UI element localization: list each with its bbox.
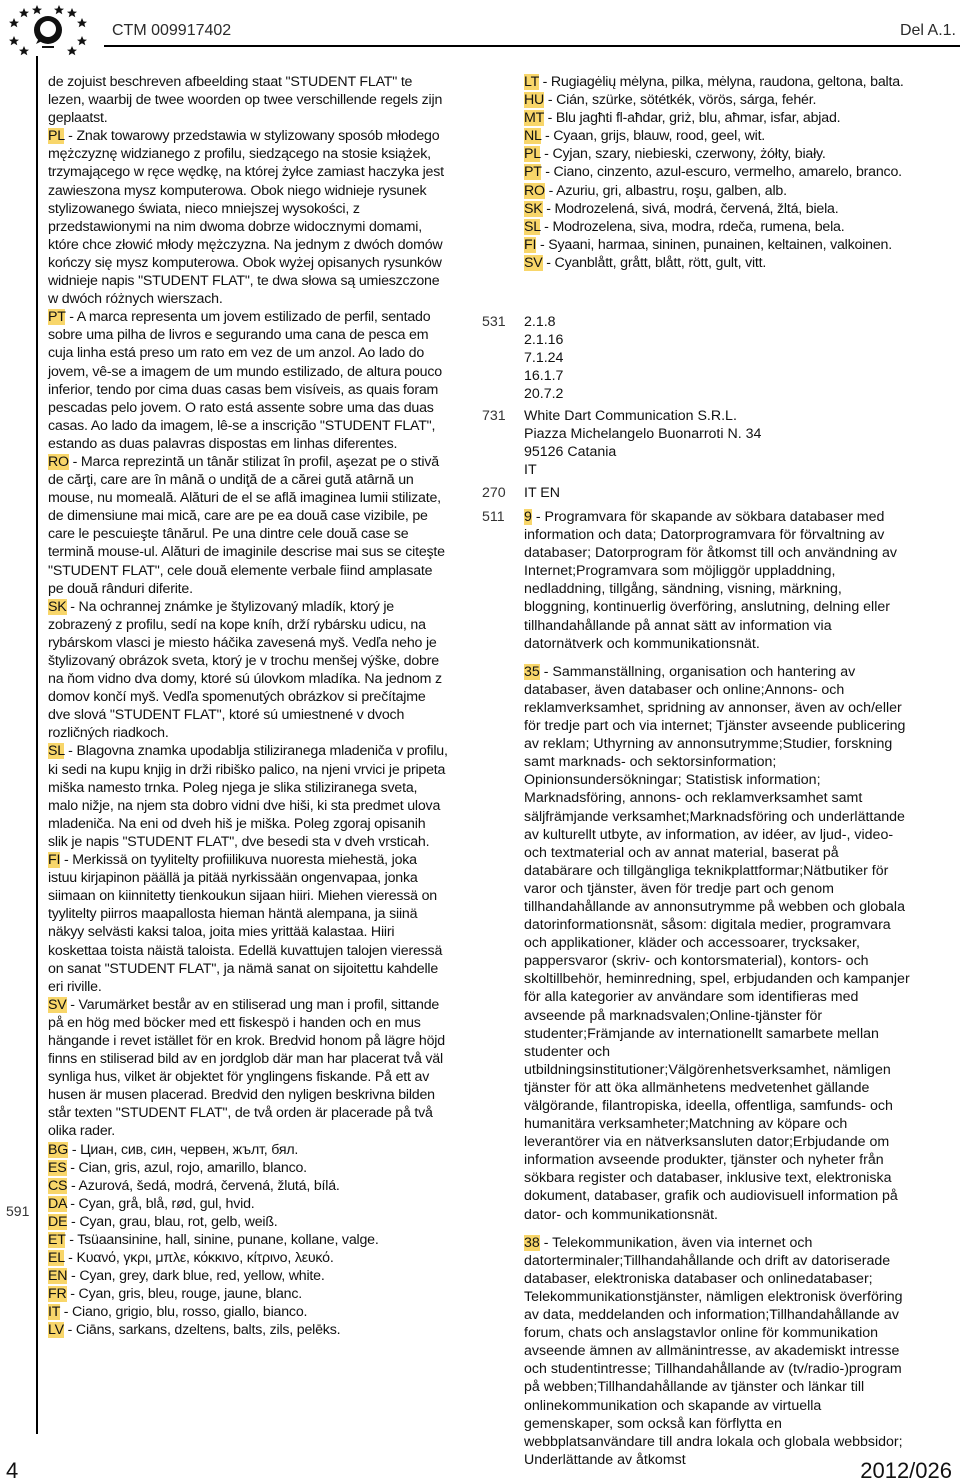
colour-entry-pt bbox=[524, 163, 910, 181]
section-code: 511 bbox=[482, 509, 505, 525]
language-code: ET bbox=[48, 1232, 66, 1248]
description-fi bbox=[48, 851, 448, 996]
colour-text: - Ciano, cinzento, azul-escuro, vermelho, amarelo, branco. bbox=[541, 164, 902, 181]
description-pl bbox=[48, 127, 448, 308]
colour-text: - Cyjan, szary, niebieski, czerwony, żółty, biały. bbox=[540, 146, 826, 163]
language-code: SL bbox=[48, 743, 65, 760]
colour-text: - Syaani, harmaa, sininen, punainen, keltainen, valkoinen. bbox=[536, 236, 892, 253]
language-code: BG bbox=[48, 1141, 69, 1158]
colour-text: - Rugiagėlių mėlyna, pilka, mėlyna, raudona, geltona, balta. bbox=[538, 74, 904, 90]
description-text: - Varumärket består av en stiliserad ung man i profil, sittande på en hög med böcker med ett fiskespö i handen och en mus hängande i revet istället för en krok. Bredvid honom på lägre höjd finns en stiliserad bild av en jordglob där man har placerat två väl synliga hus, vilket är objektet för ynglingens fiskande. På ett av husen är musen placerad. Bredvid den nyligen beskrivna bilden står texten "STUDENT FLAT", de två orden är placerade på två olika rader. bbox=[48, 996, 445, 1140]
colour-entry-es bbox=[48, 1159, 448, 1177]
languages: IT EN bbox=[524, 485, 561, 501]
colour-text: - Modrozelená, sivá, modrá, červená, žltá, biela. bbox=[542, 200, 839, 217]
colour-text: - Blu jagħti fl-aħdar, griż, blu, aħmar, isfar, abjad. bbox=[543, 110, 841, 127]
colour-text: - Cyan, gris, bleu, rouge, jaune, blanc. bbox=[66, 1286, 303, 1303]
language-code: LV bbox=[48, 1322, 64, 1339]
description-text: - Blagovna znamka upodablja stiliziranega mladeniča v profilu, ki sedi na kupu knjig in drži ribiško palico, na njeni vrvici je pripeta miška namesto trnka. Poleg njega je slika stiliziranega sveta, malo nižje, na njem sta dobro vidni dve hiši, ki sta predmet ulova mladeniča. Na eni od dveh hiš je miška. Poleg zgoraj opisanih slik je napis "STUDENT FLAT", dve besedi sta v dveh vrsticah. bbox=[48, 743, 448, 850]
language-code: MT bbox=[524, 110, 544, 127]
colour-text: - Cián, szürke, sötétkék, vörös, sárga, fehér. bbox=[544, 92, 817, 109]
language-code: NL bbox=[524, 128, 542, 145]
vienna-code: 20.7.2 bbox=[524, 386, 564, 403]
colour-text: - Tsüaansinine, hall, sinine, punane, kollane, valge. bbox=[65, 1232, 379, 1248]
colour-entry-en bbox=[48, 1267, 448, 1285]
colour-text: - Cian, gris, azul, rojo, amarillo, blanco. bbox=[66, 1159, 307, 1176]
colour-entry-fr bbox=[48, 1285, 448, 1303]
description-sk bbox=[48, 598, 448, 743]
colour-entry-pl bbox=[524, 145, 910, 163]
language-code: FI bbox=[524, 236, 537, 253]
class-number: 38 bbox=[524, 1234, 540, 1251]
vienna-code: 7.1.24 bbox=[524, 350, 564, 367]
vienna-code: 2.1.16 bbox=[524, 332, 564, 349]
colour-entry-de bbox=[48, 1213, 448, 1231]
colour-entry-el bbox=[48, 1249, 448, 1267]
colour-text: - Ciano, grigio, blu, rosso, giallo, bianco. bbox=[59, 1304, 308, 1321]
class-number: 9 bbox=[524, 509, 532, 525]
colour-text: - Cyaan, grijs, blauw, rood, geel, wit. bbox=[541, 128, 766, 145]
document-id: CTM 009917402 bbox=[112, 22, 232, 39]
applicant-address bbox=[524, 407, 910, 479]
class-text: - Programvara för skapande av sökbara databaser med information och data; Datorprogramvara för förvaltning av databaser; Datorprogram för åtkomst till och användning av Internet;Programvara som möjliggör uppladdning, nedladdning, tillgång, sändning, visning, märkning, bloggning, kontinuerlig överföring, anslutning, delning eller tillhandahållande på annat sätt av information via datornätverk och kommunikationsnät. bbox=[524, 509, 898, 652]
language-code: DE bbox=[48, 1213, 68, 1230]
class-38 bbox=[524, 1234, 910, 1469]
class-text: - Sammanställning, organisation och hantering av databaser, även databaser och online;Annons- och reklamverksamhet, spridning av annonser, även av och/eller för tredje part och via internet; Tjänster avseende publicering av reklam; Uthyrning av annonsutrymme;Studier, forskning samt marknads- och sektorsinformation; Opinionsundersökningar; Statistisk information; Marknadsföring, annons- och reklamverksamhet samt säljfrämjande verksamhet;Marknadsföring och underlättande av kulturellt utbyte, av information, av idéer, av ljud-, video- och textmaterial och av annat material, baserat på databärare och tillgängliga teknikplattformar;Nätbutiker för varor och tjänster, även för tredje part och genom tillhandahållande av annonsutrymme på webben och globala datorinformationsnät, såsom: digitala medier, programvara och applikationer, kläder och accessoarer, trycksaker, pappersvaror (skriv- och kontorsmaterial), kontors- och skoltillbehör, heminredning, spel, erbjudanden och kampanjer för alla kategorier av användare som identifieras med avseende på marknadsvalen;Online-tjänster för studenter;Främjande av internationellt samarbete mellan studenter och utbildningsinstitutioner;Välgörenhetsverksamhet, nämligen tjänster för att öka allmänhetens medvetenhet gällande välgörande, filantropiska, ideella, offentliga, samfunds- och humanitära verksamheter;Matchning av köpare och leverantörer via en nätverksansluten dator;Erbjudande om information avseende produkter, tjänster och nyheter från sökbara register och databaser, inklusive text, elektroniska dokument, databaser, grafik och audiovisuell information på dator- och kommunikationsnät. bbox=[524, 663, 910, 1223]
colour-text: - Azuriu, gri, albastru, roşu, galben, alb. bbox=[544, 182, 787, 199]
vienna-code: 2.1.8 bbox=[524, 314, 556, 330]
applicant-country: IT bbox=[524, 462, 537, 479]
description-ro bbox=[48, 453, 448, 598]
colour-text: - Κυανό, γκρι, μπλε, κόκκινο, κίτρινο, λευκό. bbox=[64, 1250, 334, 1267]
colour-text: - Ciāns, sarkans, dzeltens, balts, zils, pelēks. bbox=[63, 1322, 341, 1339]
language-code: EN bbox=[48, 1268, 68, 1285]
page-number: 4 bbox=[6, 1458, 19, 1483]
description-text: - Na ochrannej známke je štylizovaný mladík, ktorý je zobrazený z profilu, sedí na kope kníh, drží rybársku udicu, na rybárskom vlasci je miesto háčika zavesená myš. Vedľa neho je štylizovaný obrázok sveta, ktorý je v trochu menšej výške, dobre na ňom vidno dva domy, ktoré sú úlovkom mladíka. Na jednom z domov končí myš. Vedľa spomenutých obrázkov si prečítajme dve slová "STUDENT FLAT", ktoré sú umiestnené v dvoch rozličných riadkoch. bbox=[48, 598, 442, 742]
class-9 bbox=[524, 508, 910, 653]
class-35 bbox=[524, 663, 910, 1224]
language-code: LT bbox=[524, 74, 539, 90]
language-code: PT bbox=[48, 309, 66, 326]
colour-text: - Azurová, šedá, modrá, červená, žlutá, bílá. bbox=[67, 1177, 340, 1194]
margin-rule bbox=[36, 56, 38, 1434]
colour-entry-bg bbox=[48, 1141, 448, 1159]
description-sv bbox=[48, 996, 448, 1141]
language-code: RO bbox=[48, 453, 69, 470]
header-rule bbox=[104, 45, 960, 47]
description-text: - Merkissä on tyylitelty profiilikuva nuoresta miehestä, joka istuu kirjapinon päällä ja pitää nyrkissään ongenvapaa, jonka siimaan on kiinnitetty tienkoukun sijaan hiiri. Miehen vieressä on tyylitelty piirros maapallosta hieman häntä alempana, ja siinä näkyy selvästi kaksi taloa, joita mies yrittää kalastaa. Hiiri koskettaa toista näistä taloista. Edellä kuvattujen talojen vieressä on sanat "STUDENT FLAT", ja nämä sanat on sijoitettu kahdelle eri riville. bbox=[48, 852, 443, 995]
colour-entry-sv bbox=[524, 254, 910, 272]
colour-entry-sl bbox=[524, 218, 910, 236]
language-code: SL bbox=[524, 218, 541, 235]
goods-services bbox=[524, 508, 910, 1469]
intro-text: de zojuist beschreven afbeelding staat "STUDENT FLAT" te lezen, waarbij de twee woorden op twee verschillende regels zijn geplaatst. bbox=[48, 74, 443, 127]
colour-entry-cs bbox=[48, 1177, 448, 1195]
section-code: 270 bbox=[482, 485, 506, 501]
colour-entry-nl bbox=[524, 127, 910, 145]
colour-list-left bbox=[48, 1141, 448, 1340]
ohim-logo-icon bbox=[6, 4, 90, 56]
colour-list-right bbox=[524, 73, 910, 272]
language-code: PL bbox=[48, 128, 65, 145]
description-text: - A marca representa um jovem estilizado de perfil, sentado sobre uma pilha de livros e segurando uma cana de pesca em cuja linha está preso um rato em vez de um anzol. Ao lado do jovem, vê-se a imagem de um mundo estilizado, de altura pouco inferior, tendo por cima duas casas bem visíveis, as quais foram pescadas pelo jovem. O rato está assente sobre uma das duas casas. Ao lado da imagem, lê-se a inscrição "STUDENT FLAT", estando as duas palavras dispostas em linhas diferentes. bbox=[48, 309, 442, 452]
description-text: - Marca reprezintă un tânăr stilizat în profil, aşezat pe o stivă de cărţi, care are în mână o undiţă de a cărei gută atârnă un mouse, nu momeală. Alături de el se află imaginea lumii stilizate, de dimensiune mai mică, care are pe ea două case vizibile, pe care le pescuieşte tânărul. Pe una dintre cele două case se termină mouse-ul. Alături de imaginile descrise mai sus se citeşte "STUDENT FLAT", cele două elemente verbale fiind amplasate pe două rânduri diferite. bbox=[48, 453, 445, 597]
margin-code-591: 591 bbox=[6, 1203, 30, 1219]
class-text: - Telekommunikation, även via internet och datorterminaler;Tillhandahållande och drift av datoriserade databaser, elektroniska databaser och onlinedatabaser; Telekommunikationstjänster, nämligen elektronisk överföring av data, meddelanden och information;Tillhandahållande av forum, chats och anslagstavlor online för kommunikation avseende ämnen av allmänintresse, av akademiskt intresse och studentintresse; Tillhandahållande av (tv/radio-)program på webben;Tillhandahållande av tjänster och länkar till onlinekommunikation och skapande av virtuella gemenskaper, som också kan förflytta en webbplatsanvändare till andra lokala och globala webbsidor; Underlättande av åtkomst bbox=[524, 1234, 903, 1468]
colour-text: - Cyan, grau, blau, rot, gelb, weiß. bbox=[67, 1213, 278, 1230]
colour-entry-hu bbox=[524, 91, 910, 109]
colour-entry-ro bbox=[524, 182, 910, 200]
colour-entry-lt bbox=[524, 73, 910, 91]
colour-text: - Циан, сив, син, червен, жълт, бял. bbox=[68, 1141, 299, 1158]
language-code: FR bbox=[48, 1286, 67, 1303]
bulletin-number: 2012/026 bbox=[860, 1458, 952, 1483]
applicant-city: 95126 Catania bbox=[524, 444, 617, 461]
applicant-street: Piazza Michelangelo Buonarroti N. 34 bbox=[524, 426, 762, 443]
page-header bbox=[0, 0, 960, 60]
section-code: 731 bbox=[482, 408, 506, 424]
colour-entry-et bbox=[48, 1231, 448, 1249]
part-label: Del A.1. bbox=[899, 22, 956, 39]
colour-entry-mt bbox=[524, 109, 910, 127]
language-code: EL bbox=[48, 1250, 65, 1267]
colour-entry-lv bbox=[48, 1321, 448, 1339]
language-code: DA bbox=[48, 1195, 67, 1212]
language-code: SK bbox=[48, 598, 67, 615]
language-code: FI bbox=[48, 852, 61, 869]
colour-text: - Cyan, grey, dark blue, red, yellow, white. bbox=[67, 1268, 325, 1285]
vienna-codes bbox=[524, 313, 910, 403]
colour-entry-da bbox=[48, 1195, 448, 1213]
applicant-name: White Dart Communication S.R.L. bbox=[524, 408, 737, 424]
language-code: RO bbox=[524, 182, 545, 199]
language-code: SV bbox=[524, 254, 543, 271]
colour-entry-sk bbox=[524, 200, 910, 218]
vienna-code: 16.1.7 bbox=[524, 368, 564, 385]
colour-text: - Cyan, grå, blå, rød, gul, hvid. bbox=[66, 1195, 255, 1212]
colour-text: - Cyanblått, grått, blått, rött, gult, vitt. bbox=[542, 254, 767, 271]
colour-entry-it bbox=[48, 1303, 448, 1321]
left-column bbox=[48, 73, 448, 1340]
description-list bbox=[48, 127, 448, 1140]
language-code: ES bbox=[48, 1159, 67, 1176]
language-code: PL bbox=[524, 146, 541, 163]
colour-entry-fi bbox=[524, 236, 910, 254]
language-code: IT bbox=[48, 1304, 60, 1321]
language-code: CS bbox=[48, 1177, 68, 1194]
language-code: SK bbox=[524, 200, 543, 217]
colour-text: - Modrozelena, siva, modra, rdeča, rumena, bela. bbox=[540, 218, 845, 235]
class-number: 35 bbox=[524, 663, 540, 680]
section-code: 531 bbox=[482, 314, 506, 330]
description-sl bbox=[48, 742, 448, 851]
language-code: SV bbox=[48, 996, 67, 1013]
language-code: PT bbox=[524, 164, 542, 181]
description-pt bbox=[48, 308, 448, 453]
language-code: HU bbox=[524, 92, 545, 109]
description-text: - Znak towarowy przedstawia w stylizowany sposób młodego mężczyznę widzianego z profilu, siedzącego na stosie książek, trzymającego w ręce wędkę, na której żyłce zamiast haczyka jest zawieszona mysz komputerowa. Obok niego widnieje rysunek stylizowanego świata, nieco mniejszej wysokości, z przedstawionymi na nim dwoma dobrze widocznymi domami, które chce złowić młody mężczyzna. Na jednym z dwóch domów kończy się mysz komputerowa. Obok wyżej opisanych rysunków widnieje napis "STUDENT FLAT", te dwa słowa są umieszczone w dwóch różnych wierszach. bbox=[48, 128, 444, 308]
